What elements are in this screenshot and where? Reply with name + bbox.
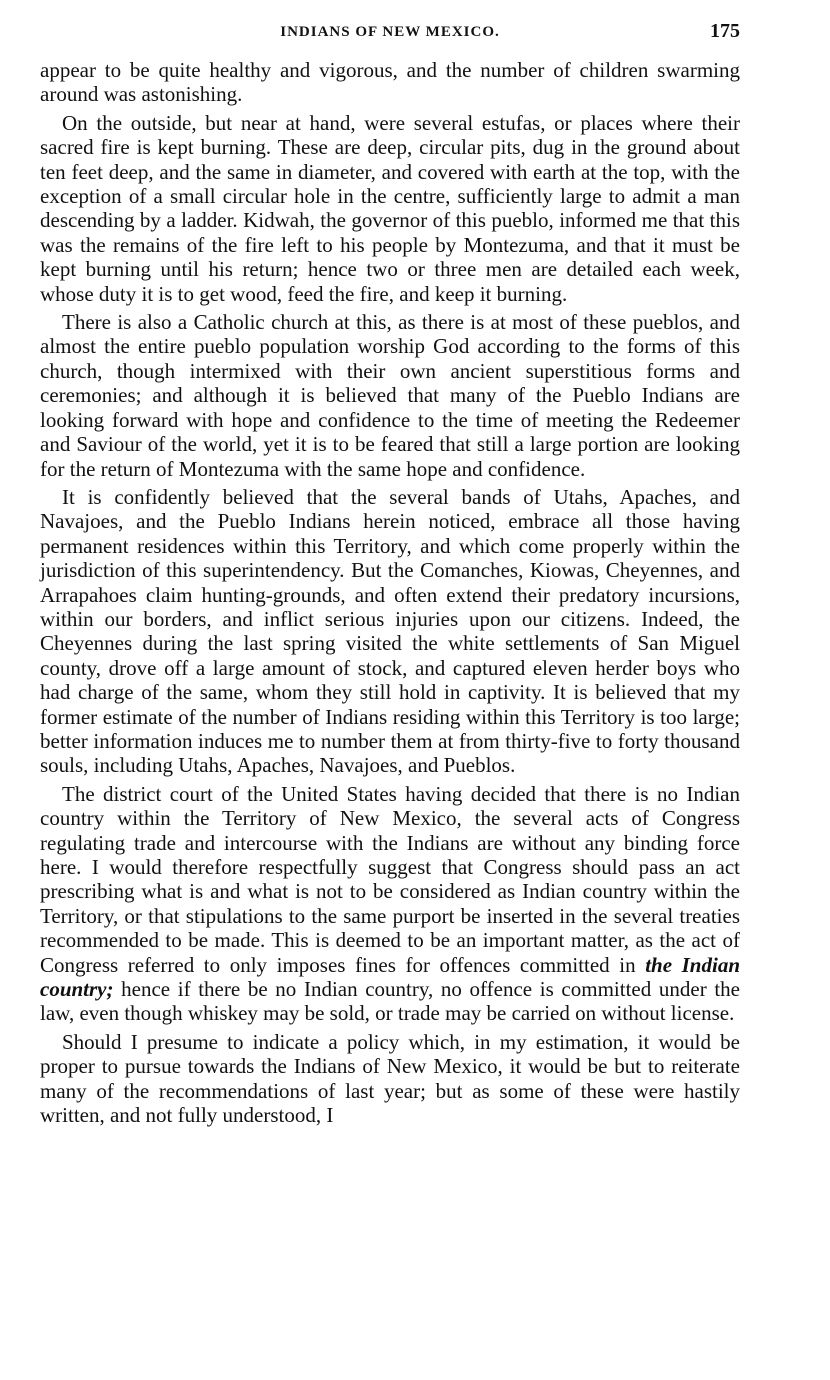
paragraph-estufas: On the outside, but near at hand, were several estufas, or places where their sacred fire is kept burning. These are deep, circular pits, dug in the ground about ten feet deep, and the same in diameter, and covered with earth at the top, with the exception of a small circular hole in the centre, sufficiently large to admit a man descending by a ladder. Kidwah, the governor of this pueblo, informed me that this was the remains of the fire left to his people by Montezuma, and that it must be kept burning until his return; hence two or three men are detailed each week, whose duty it is to get wood, feed the fire, and keep it burning.: [40, 110, 740, 306]
paragraph-catholic-church: There is also a Catholic church at this, as there is at most of these pueblos, and almost the entire pueblo population worship God according to the forms of this church, though intermixed with their own ancient superstitious forms and ceremonies; and although it is believed that many of the Pueblo Indians are looking forward with hope and confidence to the time of meeting the Redeemer and Saviour of the world, yet it is to be feared that still a large portion are looking for the return of Montezuma with the same hope and confidence.: [40, 310, 740, 481]
paragraph-continuation: appear to be quite healthy and vigorous, and the number of children swarming around was astonishing.: [40, 58, 740, 107]
body-text: [40, 58, 740, 1127]
paragraph-district-court-italic: the Indian country;: [40, 952, 740, 1002]
paragraph-tribes: It is confidently believed that the several bands of Utahs, Apaches, and Navajoes, and the Pueblo Indians herein noticed, embrace all those having permanent residences within this Territory, and which come properly within the jurisdiction of this superintendency. But the Comanches, Kiowas, Cheyennes, and Arrapahoes claim hunting-grounds, and often extend their predatory incursions, within our borders, and inflict serious injuries upon our citizens. Indeed, the Cheyennes during the last spring visited the white settlements of San Miguel county, drove off a large amount of stock, and captured eleven herder boys who had charge of the same, whom they still hold in captivity. It is believed that my former estimate of the number of Indians residing within this Territory is too large; better information induces me to number them at from thirty-five to forty thousand souls, including Utahs, Apaches, Navajoes, and Pueblos.: [40, 484, 740, 778]
paragraph-district-court: [40, 782, 740, 1026]
paragraph-policy: Should I presume to indicate a policy which, in my estimation, it would be proper to pursue towards the Indians of New Mexico, it would be but to reiterate many of the recommendations of last year; but as some of these were hastily written, and not fully understood, I: [40, 1029, 740, 1128]
running-head: [40, 20, 740, 50]
page-number: 175: [710, 20, 740, 42]
running-title: INDIANS OF NEW MEXICO.: [280, 24, 500, 40]
paragraph-district-court-text-after: hence if there be no Indian country, no offence is committed under the law, even though whiskey may be sold, or trade may be carried on without license.: [40, 977, 740, 1026]
paragraph-district-court-text-before: The district court of the United States having decided that there is no Indian country within the Territory of New Mexico, the several acts of Congress regulating trade and intercourse with the Indians are without any binding force here. I would therefore respectfully suggest that Congress should pass an act prescribing what is and what is not to be considered as Indian country within the Territory, or that stipulations to the same purport be inserted in the several treaties recommended to be made. This is deemed to be an important matter, as the act of Congress referred to only imposes fines for offences committed in: [40, 781, 740, 977]
